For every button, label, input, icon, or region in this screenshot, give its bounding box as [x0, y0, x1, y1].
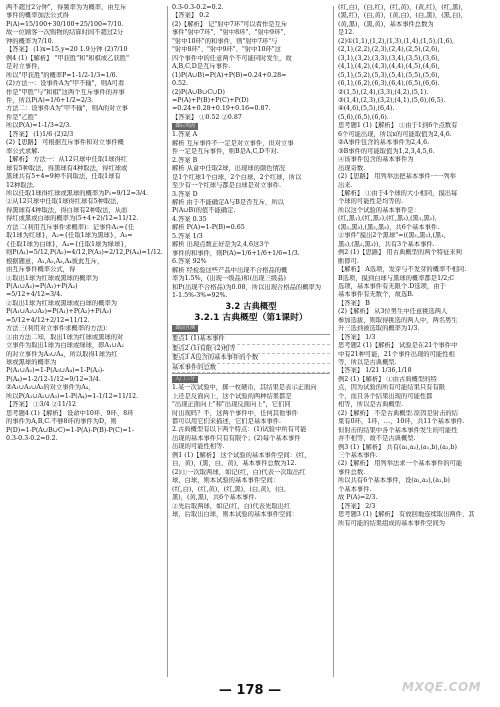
text-line: 出现的基本事件只有有限个；(2)每个基本事件 [172, 434, 301, 442]
text-line: 事件的和事件，则P(A)=1/6+1/6+1/6=1/3. [172, 249, 300, 257]
section-title: 3.2 古典概型 [225, 301, 277, 312]
column-3 [338, 4, 495, 528]
text-line: (2)P(A∪B∪C∪D) [172, 88, 225, 96]
text-line: 1.答案 A [172, 131, 198, 139]
text-line: 并不相等，故不是古典概型. [338, 435, 416, 443]
text-line: 例3 (1)【解析】 共有(a₁,a₂),(a₁,b),(a₂,b) [338, 443, 457, 451]
text-line: 升三选到被选取的概率为1/3. [338, 325, 420, 333]
text-line: 解析 出现点数正好是为2,4,6这3个 [172, 241, 270, 249]
text-line: ②取出1球为红球或黑球或白球的概率为 [6, 299, 118, 307]
text-line: 个基本事件. [338, 485, 372, 493]
text-line: P(A)=15/100+30/100+25/100=7/10. [6, 20, 124, 28]
text-line: 球、白球，则本试验的基本事件空间： [172, 477, 280, 485]
text-line: 4.答案 0.35 [172, 215, 207, 223]
section-subtitle: 3.2.1 古典概型（第1课时） [194, 313, 308, 324]
text-line: 点，因为试验的所有可能结果只有有限 [338, 384, 446, 392]
text-line: 个，而且各个结果出现的可能性都 [338, 392, 433, 400]
text-line: "出现正面向上"和"出现反面向上"，它们同 [172, 401, 291, 409]
column-divider-2 [333, 6, 334, 677]
text-line: 所以P(A)=1-1/3=2/3. [6, 122, 72, 130]
text-line: ④该事件包含的基本事件为 [338, 156, 414, 164]
text-line: 件，所以P(A)=1/6+1/2=2/3. [6, 96, 94, 104]
text-line: 所以P(A₁∪A₂∪A₃)=1-P(A₄)=1-1/12=11/12. [6, 392, 139, 400]
text-line: (2)【解析】 记"射中7环"可以看作是互斥 [172, 20, 288, 28]
text-line: 所有可能的结果组成的基本事件空间为 [338, 519, 446, 527]
text-line: 两不超过2分钟"，得频率为为概率，由互斥 [6, 4, 127, 11]
text-line: 等，所以是古典概型. [338, 359, 397, 367]
text-line: 例4 (1)【解析】 "甲获胜"和"和棋或乙获胜" [6, 54, 129, 62]
text-line: 是1个红球1个白球，2个白球，2个红球，所以 [172, 173, 302, 181]
text-line: 个球的可能性是均等的. [338, 198, 403, 206]
text-line: 得黑球有4种取法，得白球有2种取法，从而 [6, 206, 128, 214]
text-line: (5,6),(6,5),(6,6). [338, 113, 389, 121]
text-line: P(A₁∪A₂)=1-P(A₃∪A₄)=1-P(A₃)- [6, 367, 105, 375]
text-line: 出来. [338, 181, 353, 189]
text-line: "射中10环"的和事件，则"射中7环"与 [172, 37, 278, 45]
text-line: (2,1),(2,2),(2,3),(2,4),(2,5),(2,6), [338, 46, 440, 54]
text-line: 解析 P(A)=1-P(B)=0.65 [172, 224, 245, 232]
text-line: (红,黑₁),(红,黑₂),(红,黑₃),(黑₁,黑₂), [338, 215, 437, 223]
text-line: P(A₄)=1-2/12-1/12=9/12=3/4. [6, 375, 101, 383]
text-line: (2)【思路】 可根据互斥事件和对立事件概 [6, 139, 124, 147]
text-line: 6个可能出现，所以x的可能取值为2,4,6. [338, 130, 452, 138]
text-line: 是12. [338, 29, 355, 37]
text-line: 取1球为红球}，A₂={任取1球为黑球}，A₃= [6, 232, 133, 240]
text-line: 思考题3 (1)【解析】 有放回地连续取出两件，其 [338, 511, 475, 519]
text-line: 四个事件中的任意两个不可能同时发生，故 [172, 54, 292, 62]
text-line: (2)【解析】 用列举法求一个基本事件的可能 [338, 460, 463, 468]
text-line: 0.3-0.3-0.2=0.2. [6, 435, 58, 443]
text-line: (黄,黑)，(黑,黄)，基本事件总数为 [338, 20, 434, 28]
text-line: (4,1),(4,2),(4,3),(4,4),(4,5),(4,6), [338, 63, 440, 71]
text-line: 要点1 (1)基本事件 [172, 335, 330, 344]
text-line: 得红或黑或白球的概率为(5+4+2)/12=11/12. [6, 215, 139, 223]
text-line: 选项，基本事件有无限个.D选项，由于 [338, 282, 446, 290]
text-line: 【答案】 B [338, 299, 370, 307]
text-line: 思考题2 (1)【解析】 试验是在21个事件中 [338, 342, 458, 350]
column-2 [172, 4, 330, 519]
watermark: MXQE.COM [402, 680, 482, 694]
text-line: 则P(A₁)=5/12,P(A₂)=4/12,P(A₃)=2/12,P(A₄)=1/12. [6, 249, 163, 257]
text-line: 0.52. [172, 80, 189, 88]
text-line: 2.古典概型有以下两个特点：(1)试验中所有可能 [172, 426, 307, 434]
text-line: 故 P(A)=2/3. [338, 494, 378, 502]
text-line: 故一位顾客一次购物的结算时间不超过2分 [6, 29, 124, 37]
text-line: (红,白)，(白,红)，(红,黄)，(黄,红)，(红,黑)， [338, 4, 468, 11]
text-line: 方法二(利用互斥事件求概率)：记事件A₁={任 [6, 223, 135, 231]
text-line: 【答案】 ①3/4 ②11/12 [6, 401, 77, 409]
text-line: 方法二：设事件A为"甲不输"，则A的对立事 [6, 105, 128, 113]
text-line: 出现奇数. [338, 164, 366, 172]
text-line: 【答案】 1/21 1/36,1/18 [338, 367, 412, 375]
text-line: 上还是反面向上，这个试验的两种结果都是 [172, 392, 292, 400]
text-line: 12种取法. [6, 181, 35, 189]
text-line: 黑)，(黄,黑)，共6个基本事件. [172, 494, 257, 502]
text-line: A,B,C,D是互斥事件. [172, 63, 231, 71]
text-line: 思考题4 (1)【解析】 设命中10环、9环、8环 [6, 409, 134, 417]
text-line: 立事件为取出1球为白球或绿球，即A₁∪A₂ [6, 342, 124, 350]
page-number: — 178 — [218, 683, 282, 698]
text-line: 出现的可能性相等. [172, 443, 225, 451]
text-line: 是对立事件, [6, 63, 40, 71]
text-line: 【答案】 (1)1/6 (2)2/3 [6, 130, 74, 138]
text-line: 所以"甲获胜"的概率P=1-1/2-1/3=1/6. [6, 71, 118, 79]
text-line: ②A事件包含的基本事件为2,4,6. [338, 139, 430, 147]
text-line: 【答案】 ①0.52 ②0.87 [172, 113, 242, 121]
text-line: =5/12+4/12+2/12=11/12. [6, 316, 90, 324]
text-line: 所以任取1球得红球或黑球的概率为P₁=9/12=3/4. [6, 189, 149, 197]
text-line: P(A₁∪A₂)=P(A₁)+P(A₂) [6, 282, 78, 290]
text-line: P(A∪B)的值不能确定. [172, 207, 236, 215]
text-line: (3,1),(3,2),(3,3),(3,4),(3,5),(3,6), [338, 54, 440, 62]
text-line: 球或黑球的概率为 [6, 359, 57, 367]
text-line: 6.答案 92% [172, 258, 207, 266]
text-line: P(A₁∪A₂∪A₃)=P(A₁)+P(A₂)+P(A₃) [6, 308, 112, 316]
text-line: ④(4,6),(5,5),(6,4). [338, 105, 395, 113]
text-line: 例2 (1)【思路】 用古典概型的两个特征来判 [338, 249, 462, 257]
text-line: 事件的概率加法公式得 [6, 12, 69, 20]
text-line: 的对立事件为A₃∪A₄，所以取得1球为红 [6, 350, 118, 358]
text-line: 基本事件的总数 [172, 364, 330, 373]
text-line: 球，后取出白球，则本试验的基本事件空间： [172, 511, 298, 519]
text-line: ①由方法二知，取出1球为红球或黑球的对 [6, 333, 124, 341]
text-line: 要点3 A包含的基本事件的个数 [172, 354, 330, 363]
text-line: 【解析】 A选项，发芽与不发芽的概率不相同. [338, 266, 467, 274]
text-line: 至少有一个红球与都是白球是对立事件. [172, 182, 282, 190]
text-line: "射中8环"、"射中9环"、"射中10环"这 [172, 46, 281, 54]
column-2-bottom [172, 384, 330, 519]
text-line: ③B事件的可能取值为1,2,3,4,5,6. [338, 147, 435, 155]
key-points-table [172, 334, 330, 374]
text-line: 所以这个试验的基本事件是： [338, 206, 420, 214]
text-line: P(D)=1-P(A∪B∪C)=1-P(A)-P(B)-P(C)=1- [6, 426, 134, 434]
text-line: 黑₃),(黑₂,黑₃))，共有3个基本事件. [338, 240, 435, 248]
text-line: {任取1球为白球}，A₄={任取1球为绿球}， [6, 240, 131, 248]
text-line: (2)【解析】 从3位男生中任意挑选两人 [338, 308, 448, 316]
text-line: 根据题意，A₁,A₂,A₃,A₄彼此互斥， [6, 257, 104, 265]
text-line: 率为1.5%，(出现一级品)和(出现三级品) [172, 275, 286, 283]
text-line: ②事件"摸出2个黑球"=((黑₁,黑₂),(黑₁, [338, 232, 446, 240]
text-line: =0.24+0.28+0.19+0.16=0.87. [172, 105, 271, 113]
text-line: (2)方法一：设事件A为"甲不输"，则A可看 [6, 80, 125, 88]
text-line: (红,白)，(红,黄)，(红,黑)，(白,黄)，(白, [172, 485, 286, 493]
text-line: 白，黄)，(黑，白，黄)，基本事件总数为12. [172, 460, 297, 468]
text-line: 但射击的结果中各个基本事件发生的可能性 [338, 426, 458, 434]
text-line: 时出现吗？不，这两个事件中，任何其他事件 [172, 409, 298, 417]
text-line: B选项，摸到白球与黑球的概率都是1/2;C [338, 274, 455, 282]
text-line: 【答案】 0.2 [172, 12, 210, 20]
column-2-header-exercise [172, 122, 330, 131]
text-line: 2.答案 B [172, 156, 198, 164]
text-line: (黑₁,黑₃),(黑₂,黑₃)，共6个基本事件. [338, 223, 440, 231]
text-line: 参加选拔，则取得挑选的两人中，两名男生 [338, 316, 458, 324]
text-line: (6,1),(6,2),(6,3),(6,4),(6,5),(6,6). [338, 80, 440, 88]
text-line: 率公式求解. [6, 147, 40, 155]
text-line: =P(A)+P(B)+P(C)+P(D) [172, 96, 249, 104]
text-line: ②从12只球中任取1球得红球有5种取法， [6, 198, 123, 206]
text-line: 解析 经检验这些产品中出现不合格品的概 [172, 266, 288, 274]
intro-tag: 入门三分 [172, 376, 198, 383]
column-2-header-intro [172, 375, 330, 384]
text-line: (2)①(1,1),(1,2),(1,3),(1,4),(1,5),(1,6), [338, 37, 455, 45]
text-line: 三个基本事件. [338, 452, 378, 460]
text-line: 断即可. [338, 257, 359, 265]
text-line: 件是"乙胜" [6, 113, 37, 121]
text-line: 解析 从盒中任取2球，出现球的颜色情况 [172, 165, 286, 173]
text-line: 的事件为A,B,C.不够8环的事件为D，则 [6, 418, 117, 426]
text-line: 思考题1 (1)【解析】 ①由于1到6个点数有 [338, 122, 458, 130]
text-line: 由互斥事件概率公式，得 [6, 266, 76, 274]
text-line: 0.3-0.3-0.2=0.2. [172, 4, 224, 11]
text-line: 球有5种取法，得黑球有4种取法，得红球或 [6, 164, 128, 172]
text-line: 例1 (1)【解析】 这个试验的基本事件空间：(红， [172, 451, 312, 459]
text-line: 方法三(利用对立事件求概率的方法)： [6, 325, 112, 333]
text-line: (1)P(A∪B)=P(A)+P(B)=0.24+0.28= [172, 71, 287, 79]
text-line: 相等，所以是古典概型. [338, 401, 403, 409]
text-line: 黑球共有5+4=9种不同取法，任取1球有 [6, 173, 121, 181]
text-line: 件一定是互斥事件，则B是A,C,D不对. [172, 148, 279, 156]
text-line: ②先后取两球，如记(红，白)代表先取出红 [172, 502, 291, 510]
text-line: ②(1,5),(2,4),(3,3),(4,2),(5,1). [338, 88, 429, 96]
column-2-exercises [172, 131, 330, 300]
column-divider-1 [167, 6, 168, 677]
text-line: (5,1),(5,2),(5,3),(5,4),(5,5),(5,6), [338, 71, 440, 79]
text-line: (2)①一次取两球，如记(红，白)代表一次取出红 [172, 468, 306, 476]
column-2-top [172, 4, 330, 122]
text-line: 中有21种可能，21个事件出现的可能性相 [338, 350, 455, 358]
text-line: 1-1.5%-3%=92%. [172, 291, 228, 299]
text-line: (2)【解析】 不是古典概型.原因是射击的结 [338, 409, 458, 417]
text-line: 3.答案 D [172, 190, 198, 198]
text-line: 1.某一次试验中，掷一枚硬币，其结果是表示正面向 [172, 384, 317, 392]
text-line: 都可以用它们来描述，它们是基本事件. [172, 418, 282, 426]
text-line: 【答案】 (1)x=15,y=20 1.9分钟 (2)7/10 [6, 46, 128, 54]
pretest-tag: 课前自测 [172, 325, 198, 332]
text-line: 【解析】 方法一：从12只球中任取1球得红 [6, 156, 128, 164]
text-line: 作是"甲胜"与"和棋"这两个互斥事件的并事 [6, 88, 125, 96]
text-line: 果有0环，1环，…，10环，共11个基本事件. [338, 418, 465, 426]
text-line: 5.答案 1/3 [172, 232, 203, 240]
text-line: ①取出1球为红球或黑球的概率为 [6, 274, 99, 282]
text-line: 要点2 (1)有限 (2)相等 [172, 345, 330, 354]
text-line: 基本事件有无数个，故选B. [338, 291, 414, 299]
text-line: 【答案】 2/3 [338, 502, 376, 510]
text-line: 解析 由于不能确定A与B是否互斥，所以 [172, 198, 284, 206]
text-line: (2)【思路】 用列举法把基本事件一一列举 [338, 173, 456, 181]
text-line: ②A₁∪A₂∪A₃的对立事件为A₄， [6, 384, 95, 392]
text-line: (黑,红)，(白,黄)，(黄,白)，(白,黑)，(黑,白)， [338, 12, 468, 20]
text-line: 例2 (1)【解析】 ①由古典概型的特 [338, 375, 437, 383]
text-line: 所以共有6个基本事件，设(a₁,a₂),(a₁,b) [338, 477, 450, 485]
text-line: ③(1,4),(2,3),(3,2),(4,1),(5,6),(6,5). [338, 96, 446, 104]
text-line: =5/12+4/12=3/4. [6, 291, 63, 299]
exercise-tag: 课后巩固 [172, 123, 198, 130]
column-1 [6, 4, 164, 444]
text-line: 解析 互斥事件不一定是对立事件，但对立事 [172, 139, 294, 147]
text-line: 钟的概率为7/10. [6, 37, 54, 45]
column-2-header-pretest [172, 324, 330, 333]
text-line: 和P(出现不合格品)为0.08，所以出现合格品的概率为 [172, 283, 322, 291]
text-line: 【解析】 ①由于4个球的大小相同，摸出每 [338, 189, 458, 197]
text-line: 【答案】 1/3 [338, 333, 376, 341]
text-line: 事件总数. [338, 468, 366, 476]
text-line: 事件"射中7环"、"射中8环"、"射中9环"、 [172, 29, 290, 37]
